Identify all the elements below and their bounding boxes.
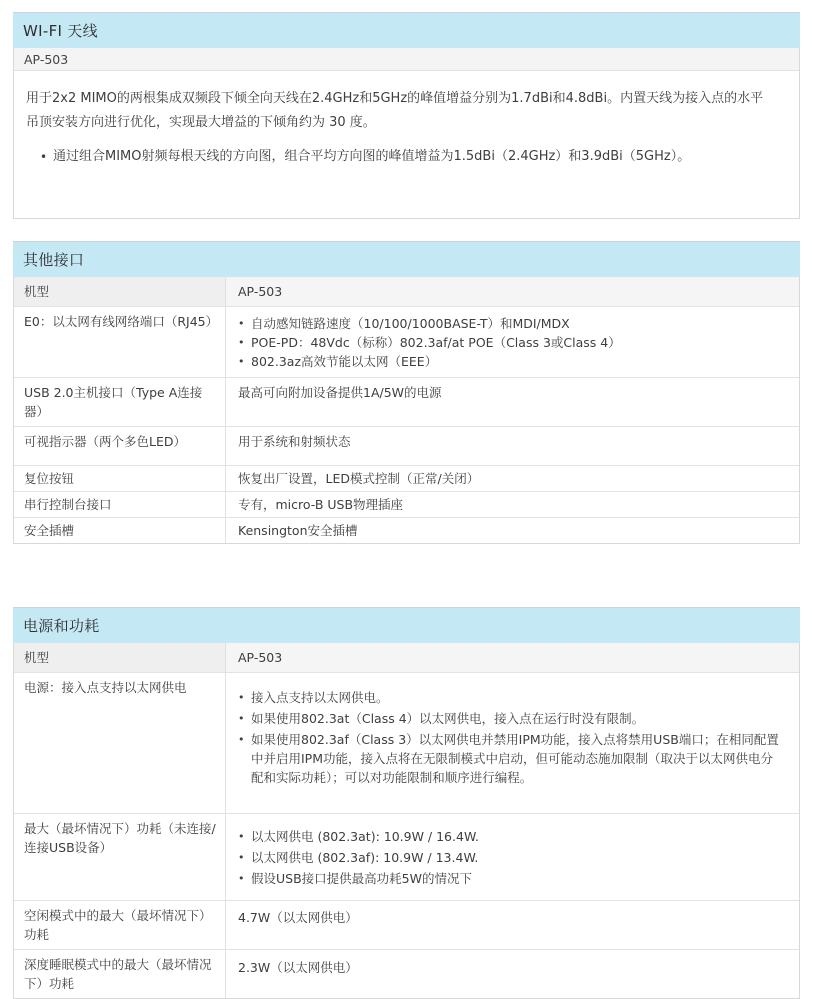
row-label: 电源：接入点支持以太网供电 — [14, 673, 226, 813]
antenna-bullet-list — [26, 145, 771, 169]
row-value: 专有，micro-B USB物理插座 — [238, 497, 404, 512]
bullet-item: • 802.3az高效节能以太网（EEE） — [238, 353, 785, 370]
table-row-idle-consumption — [14, 900, 799, 949]
row-value: 2.3W（以太网供电） — [238, 960, 358, 975]
row-label: 串行控制台接口 — [14, 492, 226, 517]
bullet-item: • 以太网供电 (802.3af): 10.9W / 13.4W. — [238, 848, 785, 867]
bullet-item: • 如果使用802.3af（Class 3）以太网供电并禁用IPM功能，接入点将禁用USB端口；在相同配置中并启用IPM功能，接入点将在无限制模式中启动，但可能动态施加限制（取决于以太网供电分配和实际功耗）；可以对功能限制和顺序进行编程。 — [238, 730, 785, 787]
bullet-item: • 假设USB接口提供最高功耗5W的情况下 — [238, 869, 785, 888]
other-interfaces-table — [13, 277, 800, 544]
row-label: E0：以太网有线网络端口（RJ45） — [14, 307, 226, 377]
table-row-reset-button — [14, 465, 799, 491]
row-value — [226, 673, 799, 813]
table-header-row — [14, 277, 799, 306]
section-header-other-interfaces — [13, 241, 800, 277]
antenna-bullet: • 通过组合MIMO射频每根天线的方向图，组合平均方向图的峰值增益为1.5dBi（2.4GHz）和3.9dBi（5GHz）。 — [40, 145, 771, 169]
power-bullet-list — [238, 686, 785, 789]
row-label: 最大（最坏情况下）功耗（未连接/连接USB设备） — [14, 814, 226, 900]
row-value: Kensington安全插槽 — [238, 523, 358, 538]
row-value — [226, 814, 799, 900]
table-row-deepsleep-consumption — [14, 949, 799, 998]
table-header-row — [14, 643, 799, 672]
table-row-max-consumption — [14, 813, 799, 900]
bullet-item: • 如果使用802.3at（Class 4）以太网供电，接入点在运行时没有限制。 — [238, 709, 785, 728]
table-row-ethernet-port — [14, 306, 799, 377]
row-label: 空闲模式中的最大（最坏情况下）功耗 — [14, 901, 226, 949]
section-body-wifi-antenna — [13, 48, 800, 219]
row-value: 最高可向附加设备提供1A/5W的电源 — [238, 385, 442, 400]
column-header-model-value: AP-503 — [226, 643, 799, 672]
section-other-interfaces — [13, 241, 800, 544]
row-label: 深度睡眠模式中的最大（最坏情况下）功耗 — [14, 950, 226, 998]
row-label: USB 2.0主机接口（Type A连接器） — [14, 378, 226, 426]
model-strip — [14, 48, 799, 71]
antenna-description — [14, 71, 799, 218]
bullet-item: • 自动感知链路速度（10/100/1000BASE-T）和MDI/MDX — [238, 315, 785, 332]
section-header-power — [13, 607, 800, 643]
column-header-model: 机型 — [14, 643, 226, 672]
ethernet-bullet-list — [238, 315, 785, 370]
model-name: AP-503 — [24, 51, 69, 67]
section-title: WI-FI 天线 — [23, 22, 98, 40]
row-label: 可视指示器（两个多色LED） — [14, 427, 226, 465]
section-header-wifi-antenna — [13, 12, 800, 48]
column-header-model: 机型 — [14, 277, 226, 306]
table-row-serial-console — [14, 491, 799, 517]
table-row-visual-indicators — [14, 426, 799, 465]
bullet-item: • 接入点支持以太网供电。 — [238, 688, 785, 707]
table-row-security-slot — [14, 517, 799, 543]
bullet-item: • POE-PD：48Vdc（标称）802.3af/at POE（Class 3或Class 4） — [238, 334, 785, 351]
row-value — [226, 307, 799, 377]
table-row-power-source — [14, 672, 799, 813]
bullet-item: • 以太网供电 (802.3at): 10.9W / 16.4W. — [238, 827, 785, 846]
antenna-paragraph: 用于2x2 MIMO的两根集成双频段下倾全向天线在2.4GHz和5GHz的峰值增益分别为1.7dBi和4.8dBi。内置天线为接入点的水平吊顶安装方向进行优化，实现最大增益的下倾角约为 30 度。 — [26, 91, 764, 130]
section-title: 其他接口 — [23, 251, 85, 269]
section-power-consumption — [13, 607, 800, 999]
row-label: 复位按钮 — [14, 466, 226, 491]
max-consumption-bullet-list — [238, 825, 785, 890]
row-value: 用于系统和射频状态 — [238, 434, 351, 449]
section-title: 电源和功耗 — [23, 617, 100, 635]
row-value: 恢复出厂设置，LED模式控制（正常/关闭） — [238, 471, 480, 486]
power-table — [13, 643, 800, 999]
column-header-model-value: AP-503 — [226, 277, 799, 306]
row-label: 安全插槽 — [14, 518, 226, 543]
table-row-usb-port — [14, 377, 799, 426]
row-value: 4.7W（以太网供电） — [238, 910, 358, 925]
section-wifi-antenna — [13, 12, 800, 219]
